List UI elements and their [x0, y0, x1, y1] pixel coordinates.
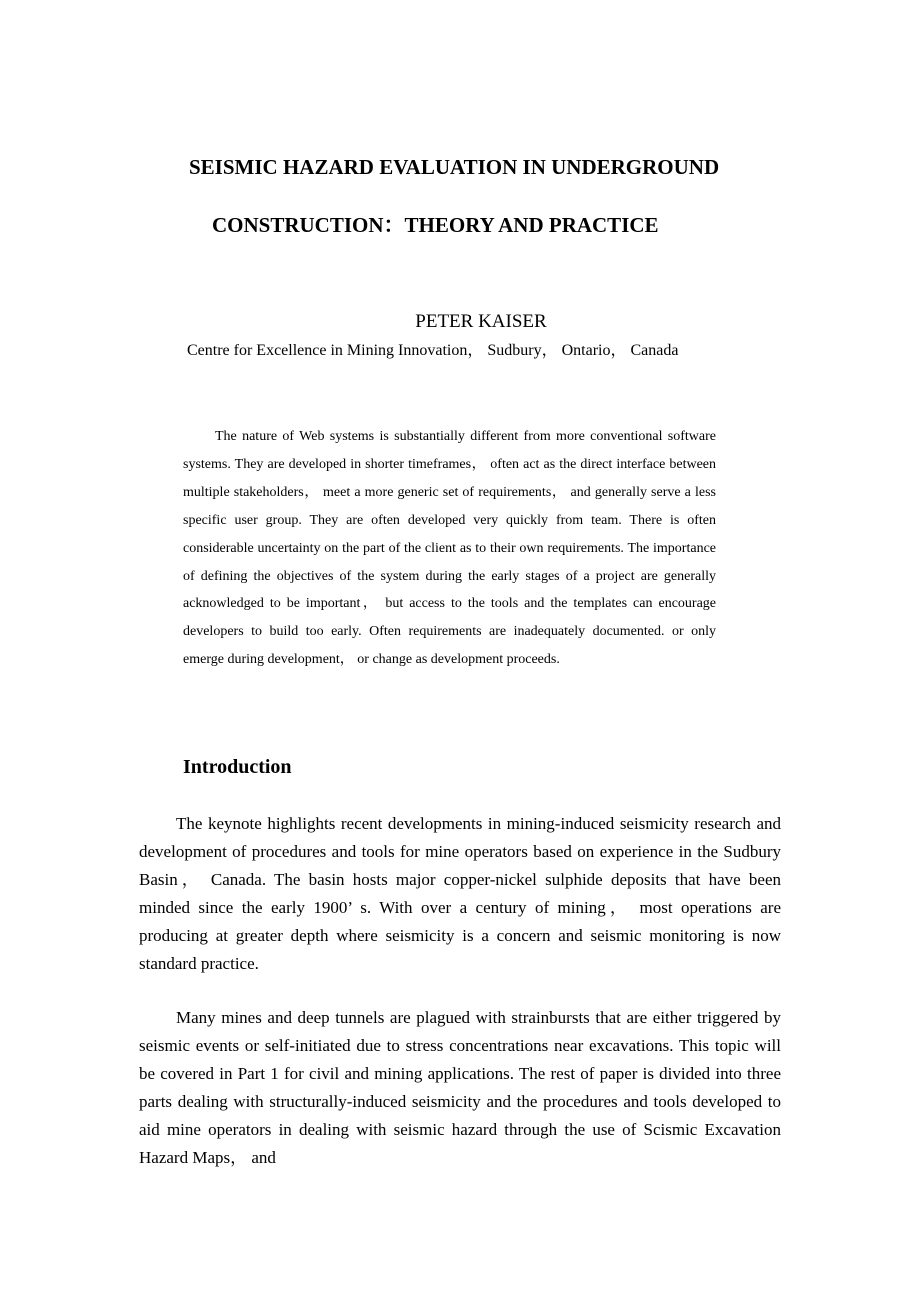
- author-name: PETER KAISER: [415, 311, 547, 332]
- author-affiliation: Centre for Excellence in Mining Innovation， Sudbury， Ontario， Canada: [187, 342, 679, 359]
- paper-title-line-2: CONSTRUCTION：THEORY AND PRACTICE: [212, 213, 659, 237]
- body-paragraph: The keynote highlights recent developments in mining-induced seismicity research and development of procedures and tools for mine operators based on experience in the Sudbury Basin， Canada. The basin hosts major copper-nickel sulphide deposits that have been minded since the early 1900’ s. With over a century of mining， most operations are producing at greater depth where seismicity is a concern and seismic monitoring is now standard practice.: [139, 814, 781, 973]
- section-heading-introduction: Introduction: [183, 756, 292, 778]
- body-paragraph: Many mines and deep tunnels are plagued with strainbursts that are either triggered by seismic events or self-initiated due to stress concentrations near excavations. This topic will be covered in Part 1 for civil and mining applications. The rest of paper is divided into three parts dealing with structurally-induced seismicity and the procedures and tools developed to aid mine operators in dealing with seismic hazard through the use of Scismic Excavation Hazard Maps， and: [139, 1008, 781, 1167]
- paper-title-line-1: SEISMIC HAZARD EVALUATION IN UNDERGROUND: [189, 155, 720, 179]
- abstract-text: The nature of Web systems is substantially different from more conventional software systems. They are developed in shorter timeframes， often act as the direct interface between multiple stakeholders， meet a more generic set of requirements， and generally serve a less specific user group. They are often developed very quickly from team. There is often considerable uncertainty on the part of the client as to their own requirements. The importance of defining the objectives of the system during the early stages of a project are generally acknowledged to be important， but access to the tools and the templates can encourage developers to build too early. Often requirements are inadequately documented. or only emerge during development， or change as development proceeds.: [183, 429, 716, 668]
